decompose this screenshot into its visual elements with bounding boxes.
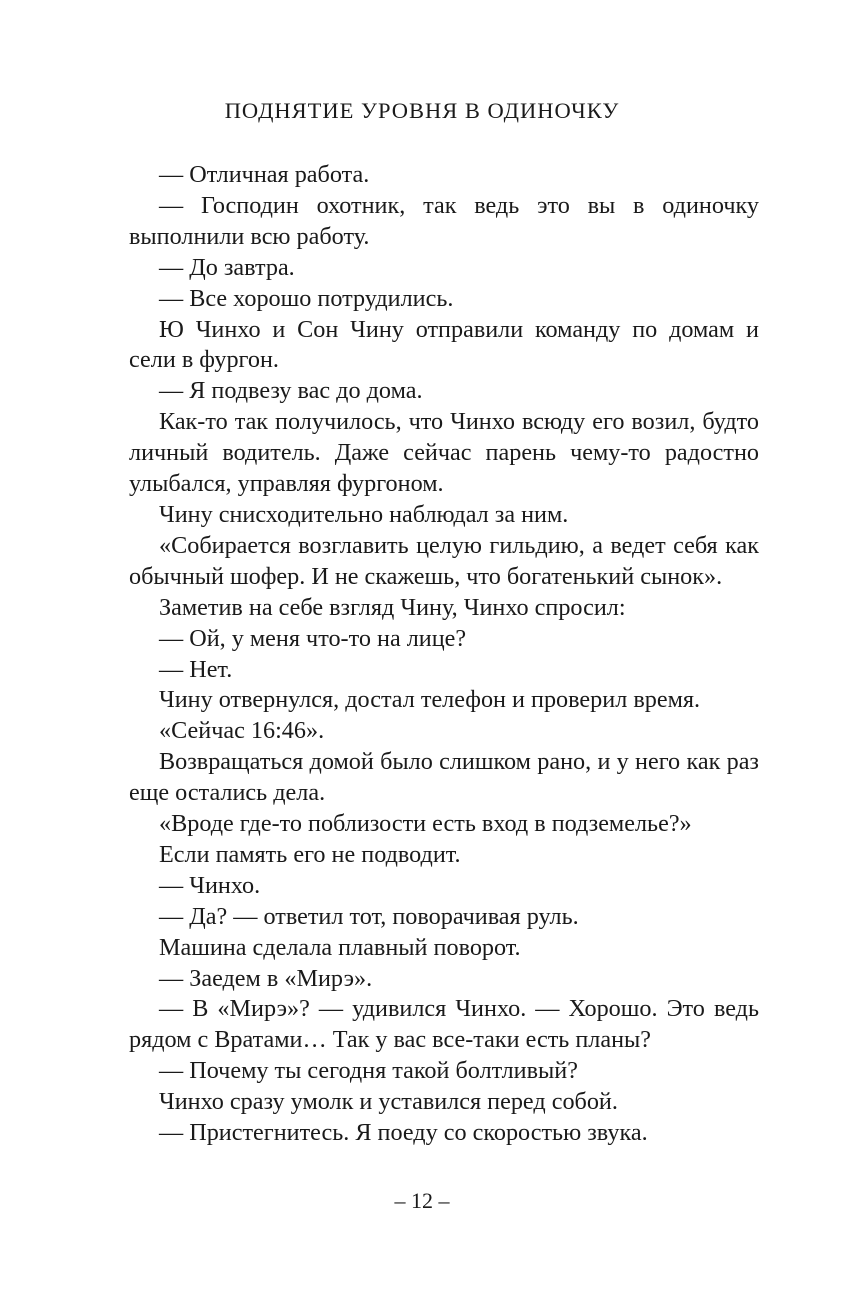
paragraph: Машина сделала плавный поворот. <box>159 933 521 961</box>
paragraph: Чину снисходительно наблюдал за ним. <box>159 500 569 528</box>
page-number: – 12 – <box>394 1188 450 1213</box>
paragraph: «Сейчас 16:46». <box>159 717 325 745</box>
paragraph: «Собирается возглавить целую гильдию, а ведет себя как обычный шофер. И не скажешь, что богатенький сынок». <box>129 531 759 590</box>
running-head: ПОДНЯТИЕ УРОВНЯ В ОДИНОЧКУ <box>224 98 620 123</box>
paragraph: — Пристегнитесь. Я поеду со скоростью звука. <box>159 1119 648 1147</box>
paragraph: — До завтра. <box>159 253 295 281</box>
paragraph: Чинхо сразу умолк и уставился перед собой. <box>159 1088 618 1116</box>
paragraph: — В «Мирэ»? — удивился Чинхо. — Хорошо. Это ведь рядом с Вратами… Так у вас все-таки есть планы? <box>129 995 759 1054</box>
paragraph: Чину отвернулся, достал телефон и проверил время. <box>159 686 701 714</box>
paragraph: — Почему ты сегодня такой болтливый? <box>159 1057 578 1085</box>
paragraph: — Заедем в «Мирэ». <box>159 964 373 992</box>
paragraph: — Ой, у меня что-то на лице? <box>159 624 467 652</box>
paragraph: — Отличная работа. <box>159 161 370 188</box>
paragraph: — Чинхо. <box>159 871 261 899</box>
paragraph: Как-то так получилось, что Чинхо всюду его возил, будто личный водитель. Даже сейчас парень чему-то радостно улыбался, управляя фургоном. <box>129 408 759 498</box>
paragraph: — Да? — ответил тот, поворачивая руль. <box>159 902 579 930</box>
paragraph: — Нет. <box>159 655 233 683</box>
body-text <box>129 160 759 1149</box>
paragraph: Заметив на себе взгляд Чину, Чинхо спросил: <box>159 593 626 621</box>
paragraph: — Я подвезу вас до дома. <box>159 377 423 405</box>
paragraph: — Все хорошо потрудились. <box>159 284 454 312</box>
paragraph: Если память его не подводит. <box>159 840 461 868</box>
paragraph: «Вроде где-то поблизости есть вход в подземелье?» <box>159 810 692 838</box>
paragraph: — Господин охотник, так ведь это вы в одиночку выполнили всю работу. <box>129 191 759 250</box>
paragraph: Возвращаться домой было слишком рано, и у него как раз еще остались дела. <box>129 748 759 807</box>
paragraph: Ю Чинхо и Сон Чину отправили команду по домам и сели в фургон. <box>129 315 759 374</box>
